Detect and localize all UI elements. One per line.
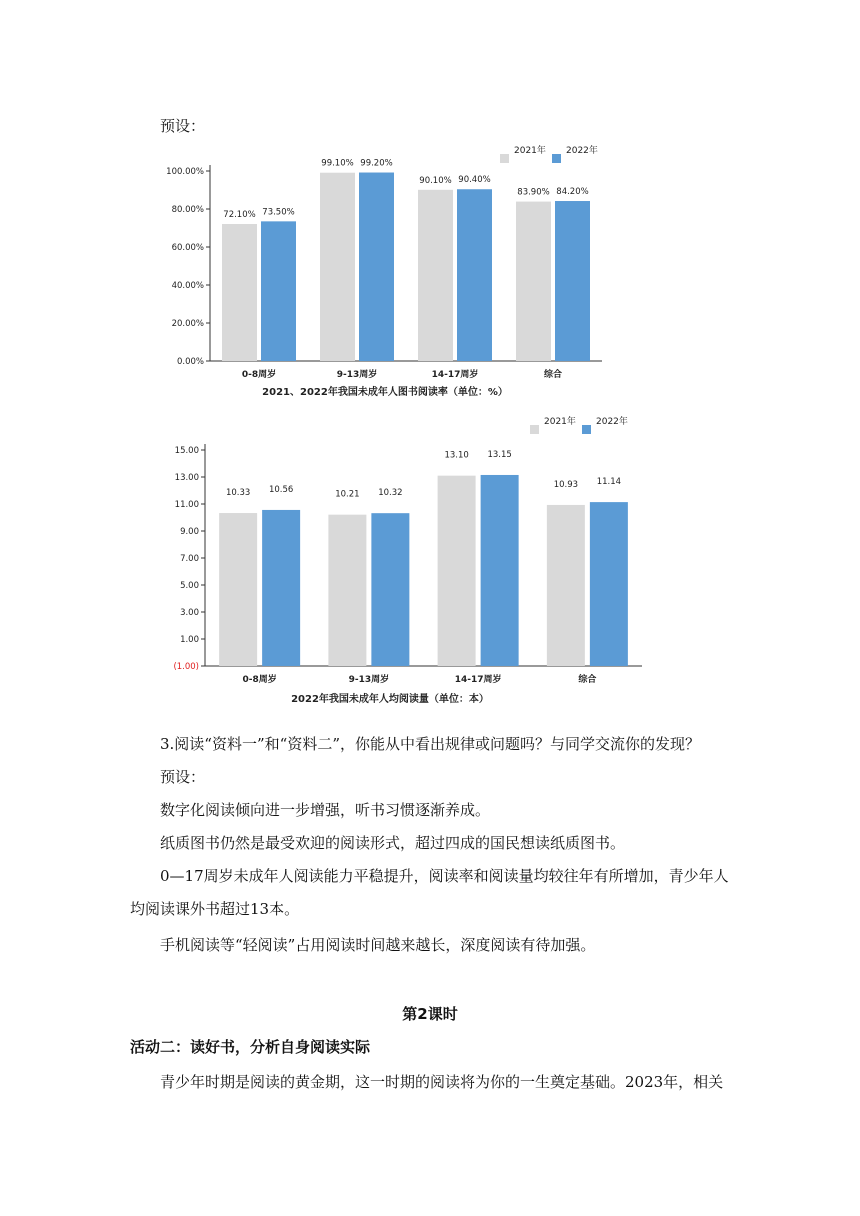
- bar: [219, 513, 257, 666]
- data-label: 90.40%: [458, 175, 491, 186]
- data-label: 10.32: [378, 488, 403, 499]
- finding-2: 纸质图书仍然是最受欢迎的阅读形式，超过四成的国民想读纸质图书。: [160, 834, 626, 852]
- preset-label: 预设：: [160, 768, 206, 786]
- legend-swatch: [530, 425, 539, 434]
- reading-rate-chart: [150, 140, 610, 405]
- bar: [222, 224, 257, 361]
- legend-swatch: [582, 425, 591, 434]
- bar: [555, 201, 590, 361]
- y-tick-label: 5.00: [180, 581, 199, 591]
- intro-label: 预设：: [160, 117, 206, 135]
- bar: [418, 190, 453, 361]
- reading-volume-chart: [150, 410, 650, 710]
- chart-title: 2022年我国未成年人均阅读量（单位：本）: [291, 694, 489, 705]
- data-label: 83.90%: [517, 187, 550, 198]
- y-tick-label: (1.00): [173, 662, 199, 672]
- y-tick-label: 15.00: [174, 446, 199, 456]
- data-label: 73.50%: [262, 207, 295, 218]
- x-tick-label: 综合: [543, 370, 563, 380]
- legend-label: 2021年: [544, 417, 576, 427]
- bar: [547, 505, 585, 666]
- bar: [320, 173, 355, 361]
- data-label: 10.56: [268, 484, 294, 495]
- activity-title: 活动二：读好书，分析自身阅读实际: [130, 1038, 371, 1056]
- y-tick-label: 0.00%: [176, 357, 204, 367]
- bar: [328, 515, 366, 666]
- finding-4: 手机阅读等“轻阅读”占用阅读时间越来越长，深度阅读有待加强。: [160, 936, 596, 954]
- legend-label: 2022年: [566, 146, 598, 156]
- y-tick-label: 80.00%: [171, 205, 204, 215]
- data-label: 13.15: [487, 449, 512, 460]
- bar: [516, 202, 551, 361]
- x-tick-label: 综合: [578, 675, 597, 685]
- data-label: 72.10%: [223, 210, 256, 221]
- y-tick-label: 3.00: [180, 608, 199, 618]
- data-label: 10.33: [225, 488, 251, 499]
- bar: [438, 476, 476, 666]
- lesson-title: 第2课时: [402, 1005, 458, 1023]
- x-tick-label: 14-17周岁: [454, 675, 502, 685]
- data-label: 10.93: [553, 479, 579, 490]
- y-tick-label: 13.00: [174, 473, 199, 483]
- finding-1: 数字化阅读倾向进一步增强，听书习惯逐渐养成。: [160, 801, 491, 819]
- legend-swatch: [552, 154, 561, 163]
- y-tick-label: 100.00%: [166, 167, 204, 177]
- x-tick-label: 14-17周岁: [431, 370, 479, 380]
- data-label: 99.10%: [321, 158, 354, 169]
- data-label: 84.20%: [556, 187, 589, 198]
- bar: [261, 221, 296, 361]
- bar: [590, 502, 628, 666]
- closing-line: 青少年时期是阅读的黄金期，这一时期的阅读将为你的一生奠定基础。2023年，相关: [160, 1073, 724, 1091]
- y-tick-label: 11.00: [174, 500, 199, 510]
- data-label: 90.10%: [419, 175, 452, 186]
- data-label: 11.14: [596, 477, 622, 488]
- bar: [359, 173, 394, 361]
- x-tick-label: 9-13周岁: [348, 675, 390, 685]
- question-3: 3.阅读“资料一”和“资料二”，你能从中看出规律或问题吗？与同学交流你的发现？: [160, 735, 700, 753]
- bar: [481, 475, 519, 666]
- y-tick-label: 20.00%: [171, 319, 204, 329]
- y-tick-label: 40.00%: [171, 281, 204, 291]
- y-tick-label: 7.00: [180, 554, 199, 564]
- y-tick-label: 9.00: [180, 527, 199, 537]
- bar: [457, 189, 492, 361]
- legend-label: 2022年: [596, 417, 628, 427]
- finding-3-line-2: 均阅读课外书超过13本。: [130, 900, 300, 918]
- bar: [371, 513, 409, 666]
- data-label: 99.20%: [360, 158, 393, 169]
- y-tick-label: 1.00: [180, 635, 199, 645]
- x-tick-label: 0-8周岁: [242, 675, 277, 685]
- finding-3-line-1: 0—17周岁未成年人阅读能力平稳提升，阅读率和阅读量均较往年有所增加，青少年人: [160, 867, 729, 885]
- y-tick-label: 60.00%: [171, 243, 204, 253]
- bar: [262, 510, 300, 666]
- data-label: 13.10: [444, 450, 469, 461]
- data-label: 10.21: [335, 489, 360, 500]
- x-tick-label: 0-8周岁: [241, 370, 277, 380]
- legend-label: 2021年: [514, 146, 546, 156]
- legend-swatch: [500, 154, 509, 163]
- x-tick-label: 9-13周岁: [336, 370, 378, 380]
- chart-title: 2021、2022年我国未成年人图书阅读率（单位：%）: [262, 387, 508, 398]
